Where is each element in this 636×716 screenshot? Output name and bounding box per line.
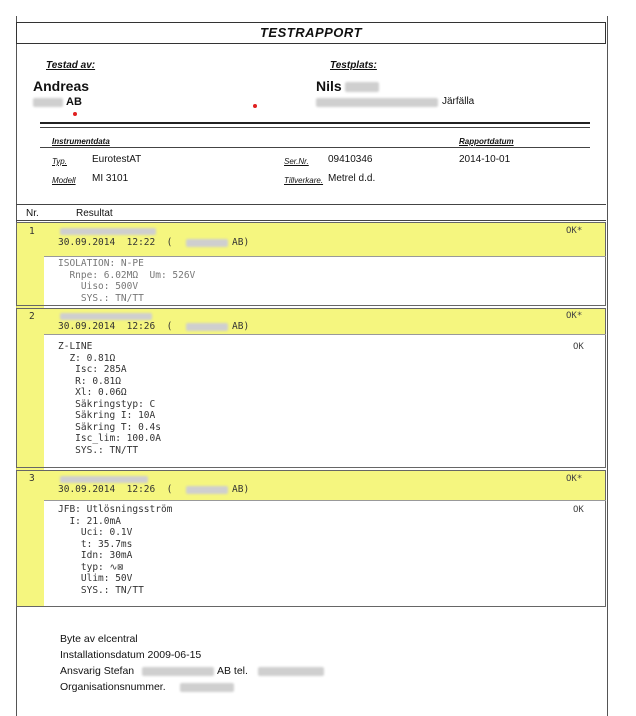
redacted-location-name — [345, 82, 379, 92]
redacted-phone — [258, 667, 324, 676]
type-value: EurotestAT — [92, 154, 142, 165]
maker-value: Metrel d.d. — [328, 173, 376, 184]
redacted-label — [60, 476, 148, 483]
instrument-section-label: Instrumentdata — [52, 137, 110, 146]
result-column-header: Resultat — [76, 208, 113, 219]
result-datetime: 30.09.2014 12:26 ( — [58, 321, 173, 332]
footer-line: Ansvarig Stefan — [60, 665, 135, 677]
result-number: 3 — [29, 473, 35, 484]
result-datetime: 30.09.2014 12:26 ( — [58, 484, 173, 495]
result-ok-flag: OK* — [566, 226, 583, 236]
redacted-label — [60, 228, 156, 235]
divider — [40, 122, 590, 124]
redacted-org-number — [180, 683, 234, 692]
divider — [40, 147, 590, 148]
redacted-company — [186, 239, 228, 247]
report-title: TESTRAPPORT — [16, 22, 606, 44]
tested-by-label: Testad av: — [46, 60, 96, 71]
maker-label: Tillverkare. — [284, 176, 324, 185]
location-city: Järfälla — [442, 96, 475, 107]
result-details: Z-LINE Z: 0.81Ω Isc: 285A R: 0.81Ω Xl: 0.06Ω Säkringstyp: C Säkring I: 10A Säkring T: 0.4s Isc_lim: 100.0A SYS.: TN/TT — [58, 341, 161, 456]
divider — [44, 500, 606, 501]
redacted-company — [186, 486, 228, 494]
result-company: AB) — [232, 321, 250, 332]
location-name: Nils — [316, 78, 342, 94]
divider — [44, 256, 606, 257]
serial-label: Ser.Nr. — [284, 157, 309, 166]
model-value: MI 3101 — [92, 173, 129, 184]
divider — [16, 220, 606, 221]
report-date-label: Rapportdatum — [459, 137, 514, 146]
marker-dot — [73, 112, 77, 116]
divider — [16, 204, 606, 205]
divider — [40, 127, 590, 128]
footer-line: Byte av elcentral — [60, 633, 138, 645]
redacted-label — [60, 313, 152, 320]
footer-line: Organisationsnummer. — [60, 681, 166, 693]
nr-column-header: Nr. — [26, 208, 39, 219]
result-company: AB) — [232, 237, 250, 248]
tested-by-name: Andreas — [33, 78, 90, 94]
footer-line: Installationsdatum 2009-06-15 — [60, 649, 202, 661]
result-datetime: 30.09.2014 12:22 ( — [58, 237, 173, 248]
report-date-value: 2014-10-01 — [459, 154, 511, 165]
result-ok: OK — [573, 505, 584, 515]
redacted-company — [33, 98, 63, 107]
result-company: AB) — [232, 484, 250, 495]
marker-dot — [253, 104, 257, 108]
model-label: Modell — [52, 176, 76, 185]
location-label: Testplats: — [330, 60, 377, 71]
redacted-company — [142, 667, 214, 676]
result-number: 1 — [29, 226, 35, 237]
result-ok-flag: OK* — [566, 474, 583, 484]
result-details: ISOLATION: N-PE Rnpe: 6.02MΩ Um: 526V Uiso: 500V SYS.: TN/TT — [58, 258, 196, 304]
result-ok: OK — [573, 342, 584, 352]
serial-value: 09410346 — [328, 154, 373, 165]
footer-line: AB tel. — [217, 665, 248, 677]
result-details: JFB: Utlösningsström I: 21.0mA Uci: 0.1V t: 35.7ms Idn: 30mA typ: ∿⊠ Ulim: 50V SYS.: TN/TT — [58, 504, 173, 596]
redacted-address — [316, 98, 438, 107]
type-label: Typ. — [52, 157, 67, 166]
redacted-company — [186, 323, 228, 331]
result-ok-flag: OK* — [566, 311, 583, 321]
tested-by-company: AB — [66, 96, 82, 108]
result-number: 2 — [29, 311, 35, 322]
divider — [44, 334, 606, 335]
